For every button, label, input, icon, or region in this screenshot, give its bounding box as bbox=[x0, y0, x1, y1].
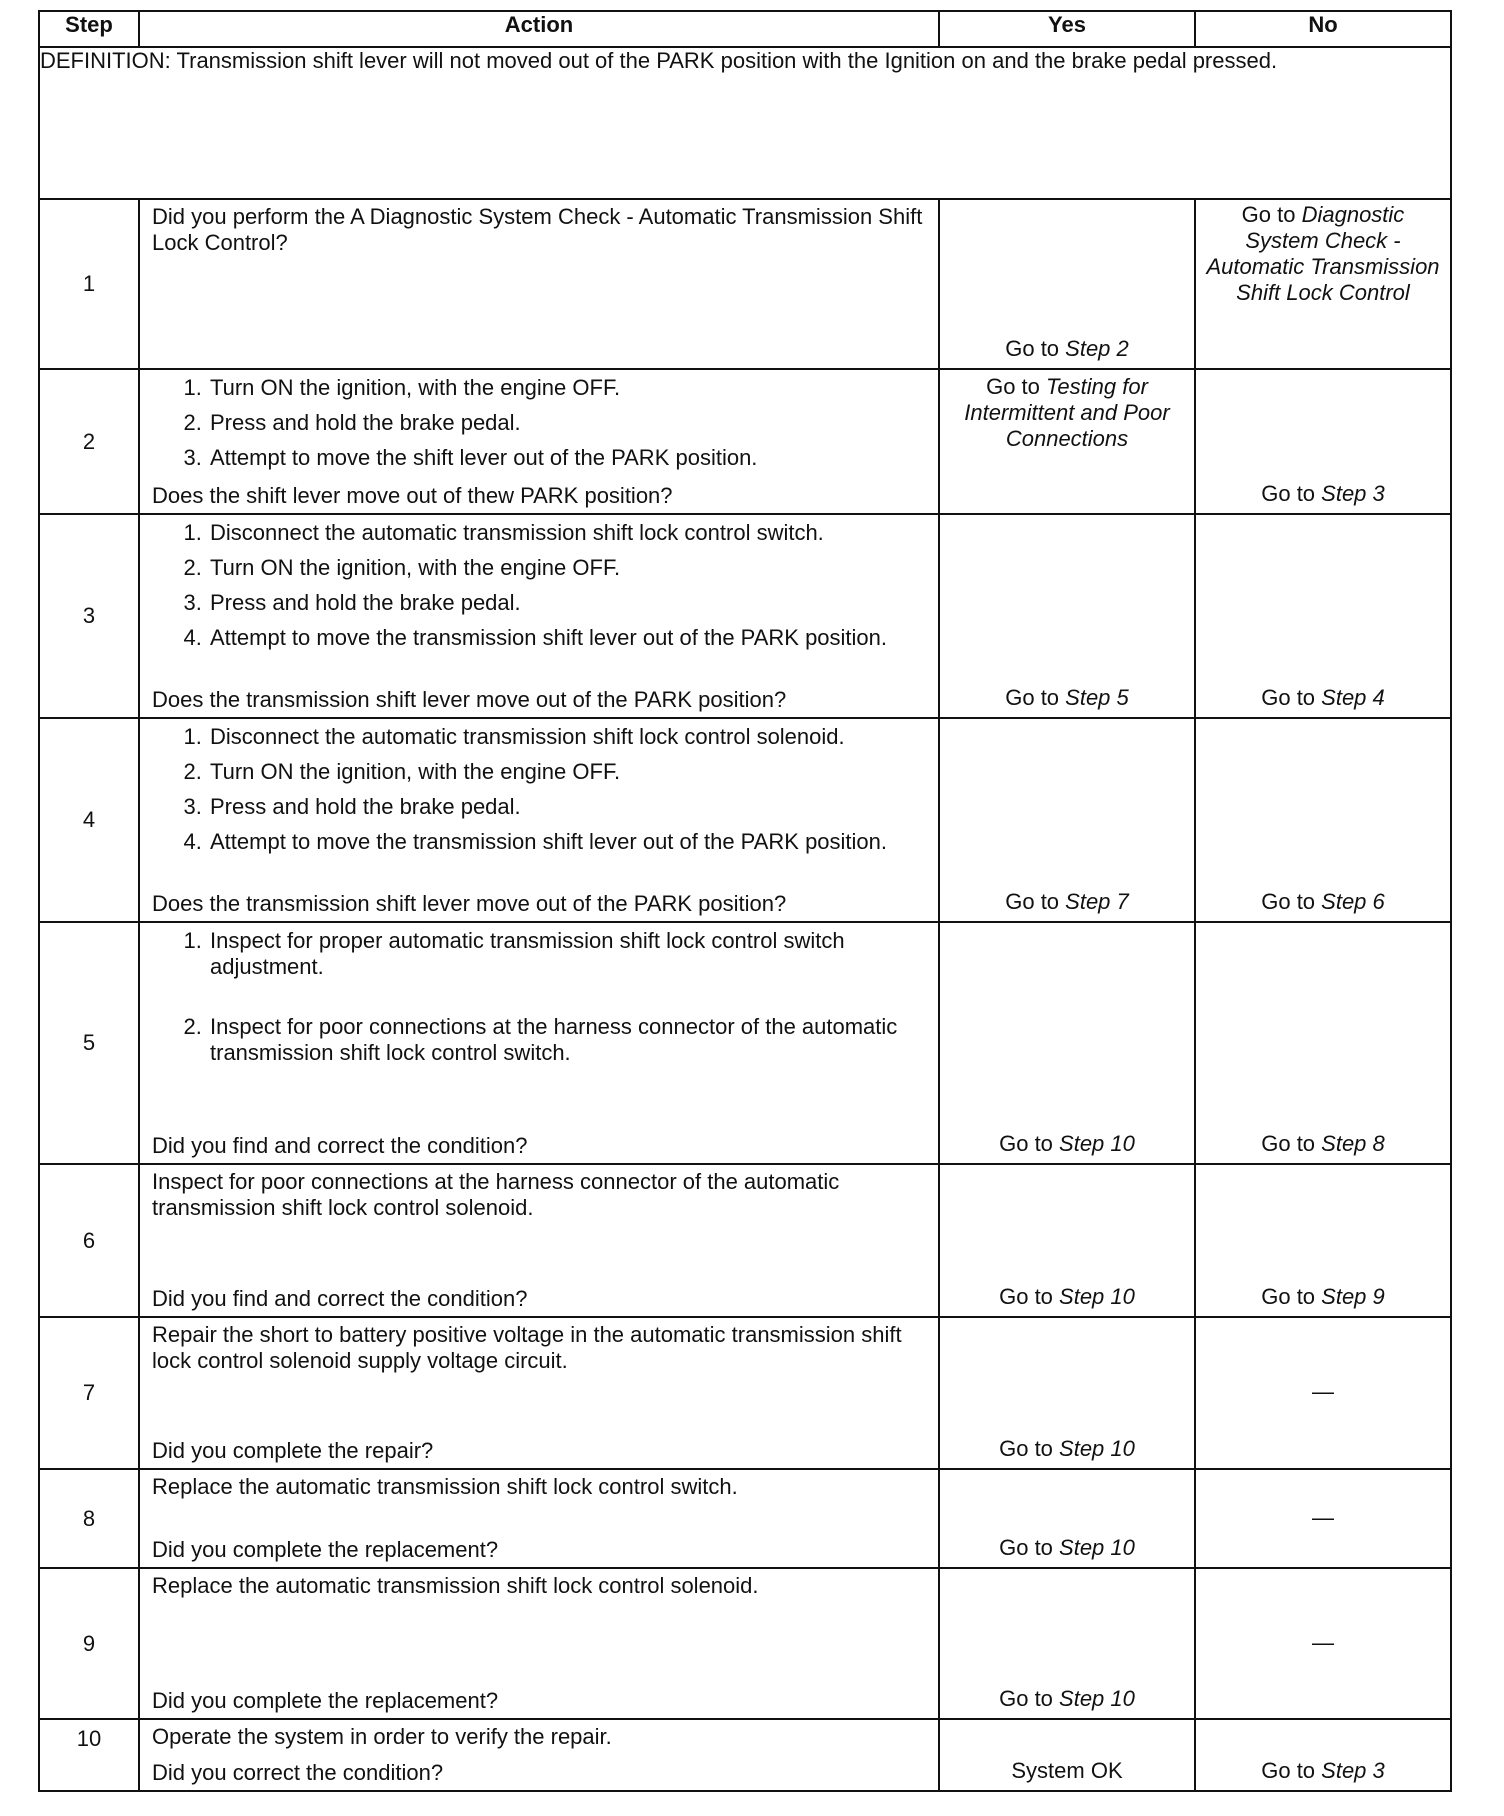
action-question: Does the transmission shift lever move out of the PARK position? bbox=[152, 687, 787, 712]
yes-answer: System OK bbox=[1011, 1758, 1123, 1783]
yes-cell bbox=[939, 1469, 1195, 1568]
action-cell bbox=[139, 1317, 939, 1469]
action-step-item: 2. Turn ON the ignition, with the engine OFF. bbox=[208, 759, 928, 785]
action-step-item: 3. Press and hold the brake pedal. bbox=[208, 590, 928, 616]
yes-cell bbox=[939, 922, 1195, 1164]
action-step-item: 3. Attempt to move the shift lever out of the PARK position. bbox=[208, 445, 928, 471]
action-cell bbox=[139, 1568, 939, 1719]
action-step-item: 1. Turn ON the ignition, with the engine OFF. bbox=[208, 375, 928, 401]
step-number: 9 bbox=[39, 1568, 139, 1719]
no-answer: Go to Step 3 bbox=[1261, 1758, 1385, 1783]
table-row bbox=[39, 514, 1451, 718]
action-cell bbox=[139, 514, 939, 718]
yes-cell bbox=[939, 1164, 1195, 1317]
action-step-item: 4. Attempt to move the transmission shift lever out of the PARK position. bbox=[208, 625, 928, 651]
header-action: Action bbox=[139, 11, 939, 47]
header-yes: Yes bbox=[939, 11, 1195, 47]
step-number: 10 bbox=[39, 1719, 139, 1791]
step-number: 4 bbox=[39, 718, 139, 922]
action-question: Did you find and correct the condition? bbox=[152, 1133, 528, 1158]
yes-answer: Go to Step 7 bbox=[1005, 889, 1129, 914]
yes-cell bbox=[939, 1568, 1195, 1719]
no-answer: Go to Step 9 bbox=[1261, 1284, 1385, 1309]
action-cell bbox=[139, 199, 939, 369]
action-cell bbox=[139, 1164, 939, 1317]
step-number: 6 bbox=[39, 1164, 139, 1317]
action-step-item: 1. Disconnect the automatic transmission shift lock control solenoid. bbox=[208, 724, 928, 750]
yes-answer: Go to Step 10 bbox=[999, 1535, 1135, 1560]
table-row bbox=[39, 1469, 1451, 1568]
no-cell bbox=[1195, 1317, 1451, 1469]
yes-cell bbox=[939, 718, 1195, 922]
yes-cell bbox=[939, 1719, 1195, 1791]
yes-cell bbox=[939, 1317, 1195, 1469]
action-cell bbox=[139, 922, 939, 1164]
action-step-item: 2. Turn ON the ignition, with the engine OFF. bbox=[208, 555, 928, 581]
table-row bbox=[39, 718, 1451, 922]
definition-row bbox=[39, 47, 1451, 199]
action-cell bbox=[139, 1469, 939, 1568]
table-row bbox=[39, 1164, 1451, 1317]
step-number: 8 bbox=[39, 1469, 139, 1568]
no-answer: Go to Step 8 bbox=[1261, 1131, 1385, 1156]
diagnostic-table bbox=[38, 10, 1452, 1792]
no-cell bbox=[1195, 922, 1451, 1164]
action-question: Did you complete the repair? bbox=[152, 1438, 434, 1463]
step-number: 7 bbox=[39, 1317, 139, 1469]
yes-answer: Go to Testing for Intermittent and Poor Connections bbox=[964, 374, 1170, 451]
no-answer: Go to Step 3 bbox=[1261, 481, 1385, 506]
action-steps bbox=[152, 515, 928, 660]
yes-cell bbox=[939, 514, 1195, 718]
action-text: Did you perform the A Diagnostic System Check - Automatic Transmission Shift Lock Control? bbox=[152, 204, 923, 255]
table-row bbox=[39, 369, 1451, 514]
no-answer: Go to Diagnostic System Check - Automatic Transmission Shift Lock Control bbox=[1206, 202, 1440, 305]
table-row bbox=[39, 1317, 1451, 1469]
action-cell bbox=[139, 369, 939, 514]
no-answer: Go to Step 4 bbox=[1261, 685, 1385, 710]
no-cell bbox=[1195, 1164, 1451, 1317]
action-step-item: 4. Attempt to move the transmission shift lever out of the PARK position. bbox=[208, 829, 928, 855]
no-answer: Go to Step 6 bbox=[1261, 889, 1385, 914]
diagnostic-page bbox=[38, 10, 1450, 1792]
action-steps bbox=[152, 719, 928, 864]
action-text: Replace the automatic transmission shift lock control solenoid. bbox=[152, 1573, 759, 1598]
yes-answer: Go to Step 10 bbox=[999, 1436, 1135, 1461]
action-question: Did you find and correct the condition? bbox=[152, 1286, 528, 1311]
action-step-item: 2. Press and hold the brake pedal. bbox=[208, 410, 928, 436]
yes-answer: Go to Step 5 bbox=[1005, 685, 1129, 710]
no-answer-dash: — bbox=[1312, 1629, 1334, 1655]
table-row bbox=[39, 922, 1451, 1164]
action-step-item: 2. Inspect for poor connections at the harness connector of the automatic transmission shift lock control switch. bbox=[208, 1014, 928, 1066]
table-row bbox=[39, 1719, 1451, 1791]
action-cell bbox=[139, 1719, 939, 1791]
no-cell bbox=[1195, 1568, 1451, 1719]
no-cell bbox=[1195, 199, 1451, 369]
step-number: 3 bbox=[39, 514, 139, 718]
step-number: 2 bbox=[39, 369, 139, 514]
action-step-item: 3. Press and hold the brake pedal. bbox=[208, 794, 928, 820]
header-row bbox=[39, 11, 1451, 47]
action-text: Operate the system in order to verify the repair. bbox=[152, 1724, 612, 1749]
yes-answer: Go to Step 10 bbox=[999, 1686, 1135, 1711]
action-text: Inspect for poor connections at the harness connector of the automatic transmission shift lock control solenoid. bbox=[152, 1169, 840, 1220]
no-cell bbox=[1195, 1719, 1451, 1791]
action-steps bbox=[152, 370, 928, 480]
header-step: Step bbox=[39, 11, 139, 47]
no-cell bbox=[1195, 718, 1451, 922]
action-step-item: 1. Inspect for proper automatic transmission shift lock control switch adjustment. bbox=[208, 928, 928, 980]
yes-answer: Go to Step 2 bbox=[1005, 336, 1129, 361]
table-row bbox=[39, 1568, 1451, 1719]
header-no: No bbox=[1195, 11, 1451, 47]
action-steps bbox=[152, 923, 928, 1075]
no-answer-dash: — bbox=[1312, 1504, 1334, 1530]
yes-answer: Go to Step 10 bbox=[999, 1284, 1135, 1309]
yes-cell bbox=[939, 369, 1195, 514]
action-text: Repair the short to battery positive voltage in the automatic transmission shift lock control solenoid supply voltage circuit. bbox=[152, 1322, 902, 1373]
action-question: Did you correct the condition? bbox=[152, 1760, 444, 1785]
action-step-item: 1. Disconnect the automatic transmission shift lock control switch. bbox=[208, 520, 928, 546]
step-number: 5 bbox=[39, 922, 139, 1164]
no-cell bbox=[1195, 514, 1451, 718]
action-cell bbox=[139, 718, 939, 922]
action-question: Did you complete the replacement? bbox=[152, 1688, 499, 1713]
yes-answer: Go to Step 10 bbox=[999, 1131, 1135, 1156]
yes-cell bbox=[939, 199, 1195, 369]
no-cell bbox=[1195, 1469, 1451, 1568]
no-cell bbox=[1195, 369, 1451, 514]
action-question: Does the shift lever move out of thew PARK position? bbox=[152, 483, 673, 508]
action-text: Replace the automatic transmission shift lock control switch. bbox=[152, 1474, 738, 1499]
table-row bbox=[39, 199, 1451, 369]
action-question: Does the transmission shift lever move out of the PARK position? bbox=[152, 891, 787, 916]
no-answer-dash: — bbox=[1312, 1379, 1334, 1404]
step-number: 1 bbox=[39, 199, 139, 369]
definition-text: DEFINITION: Transmission shift lever will not moved out of the PARK position with the Ignition on and the brake pedal pressed. bbox=[39, 47, 1451, 199]
action-question: Did you complete the replacement? bbox=[152, 1537, 499, 1562]
